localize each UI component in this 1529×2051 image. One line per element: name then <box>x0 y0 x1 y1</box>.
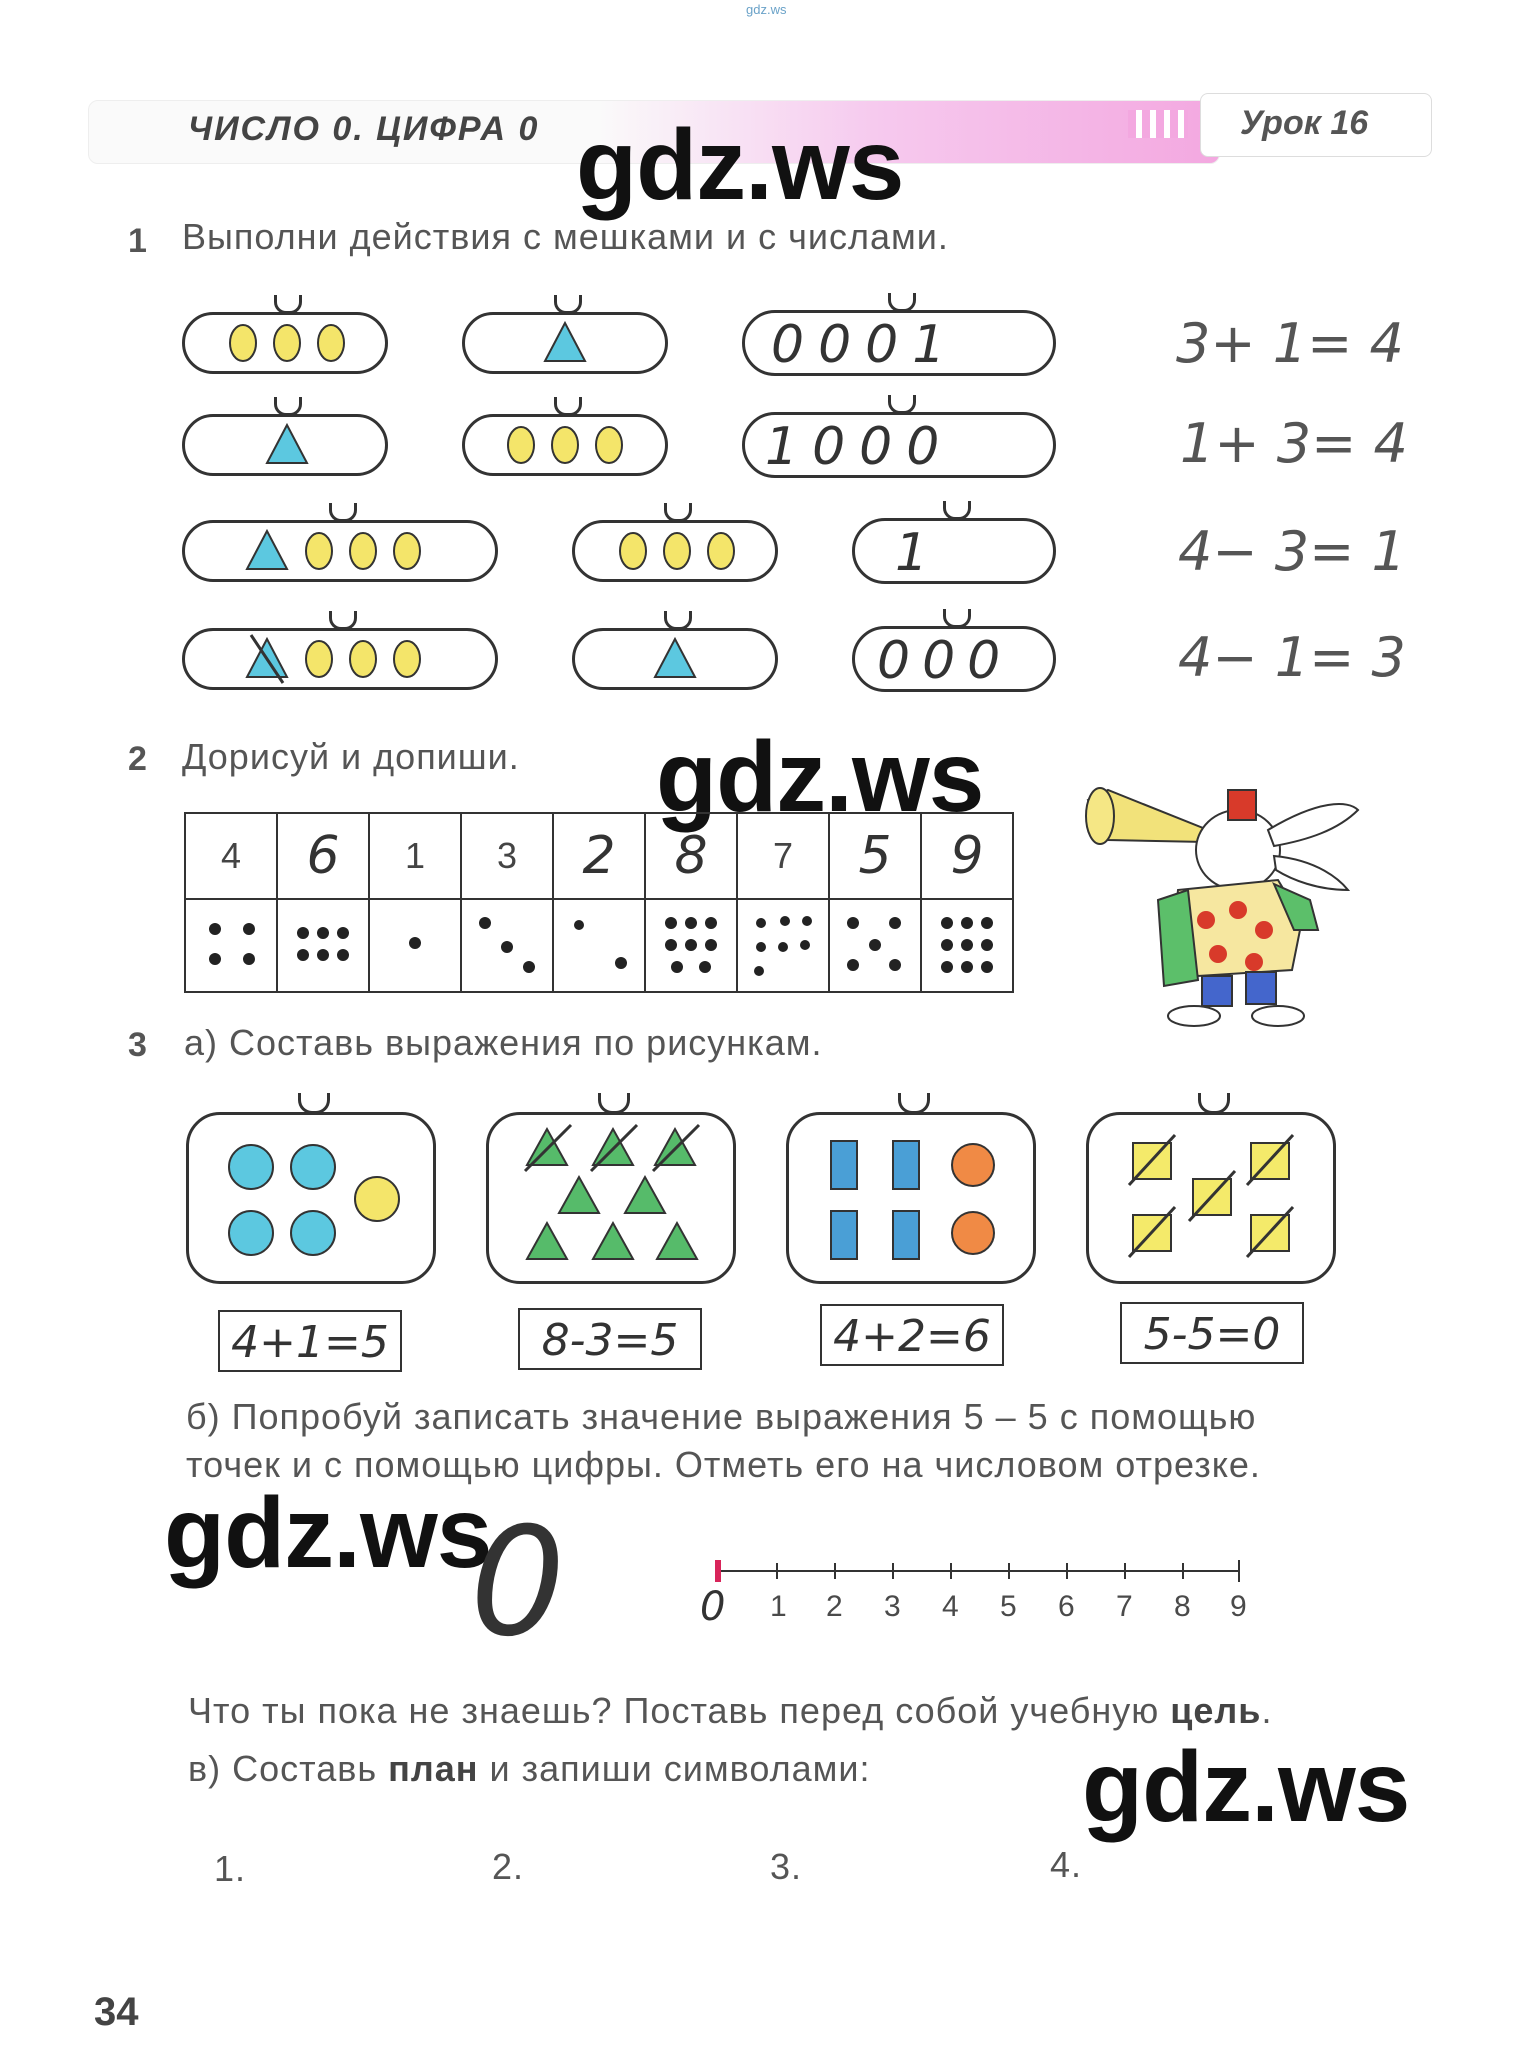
number-line-tick <box>1124 1563 1126 1579</box>
task3-number: 3 <box>128 1026 147 1064</box>
expression-answer: 5-5=0 <box>1120 1302 1304 1364</box>
answer-bag <box>742 412 1056 478</box>
expression-answer: 4+1=5 <box>218 1310 402 1372</box>
table-cell-dots <box>185 899 277 992</box>
handwritten-bag-content: 0001 <box>771 315 960 375</box>
task1-number: 1 <box>128 222 147 260</box>
table-cell-number: 9 <box>921 813 1013 899</box>
number-line-tick <box>1238 1560 1240 1582</box>
number-line-tick <box>892 1563 894 1579</box>
number-line-label: 5 <box>1000 1590 1017 1623</box>
plan-text-suffix: и запиши символами: <box>489 1748 871 1789</box>
number-line-tick <box>776 1563 778 1579</box>
handwritten-zero: 0 <box>470 1496 566 1670</box>
table-cell-dots <box>921 899 1013 992</box>
goal-word: цель <box>1170 1690 1262 1731</box>
page-number: 34 <box>94 1990 139 2034</box>
number-line-label: 1 <box>770 1590 787 1623</box>
number-line-tick <box>1066 1563 1068 1579</box>
number-line-label: 2 <box>826 1590 843 1623</box>
bag <box>462 312 668 374</box>
number-line-label: 4 <box>942 1590 959 1623</box>
task1-text: Выполни действия с мешками и с числами. <box>182 216 949 257</box>
expression-answer: 4+2=6 <box>820 1304 1004 1366</box>
picture-box-triangles <box>486 1112 736 1284</box>
plan-word: план <box>388 1748 479 1789</box>
top-watermark: gdz.ws <box>746 2 787 17</box>
watermark: gdz.ws <box>656 721 984 833</box>
bag <box>572 520 778 582</box>
table-cell-number: 6 <box>277 813 369 899</box>
handwritten-bag-content: 1000 <box>765 417 954 477</box>
task3b-line1: б) Попробуй записать значение выражения 5 – 5 с помощью <box>186 1396 1257 1437</box>
number-line-label: 0 <box>700 1584 726 1630</box>
plan-text <box>188 1748 870 1790</box>
handwritten-bag-content: 1 <box>895 523 929 583</box>
watermark: gdz.ws <box>1082 1731 1410 1843</box>
number-line-label: 9 <box>1230 1590 1247 1623</box>
answer-expression: 3+ 1= 4 <box>1176 312 1404 375</box>
bag <box>462 414 668 476</box>
table-cell-number: 5 <box>829 813 921 899</box>
picture-box-rectangles <box>786 1112 1036 1284</box>
plan-item: 1. <box>214 1848 247 1889</box>
number-dots-table <box>184 812 1014 993</box>
number-line <box>718 1570 1238 1572</box>
picture-box-circles <box>186 1112 436 1284</box>
table-cell-number: 3 <box>461 813 553 899</box>
table-cell-number: 8 <box>645 813 737 899</box>
task3a-text: а) Составь выражения по рисункам. <box>184 1022 823 1063</box>
answer-bag <box>852 518 1056 584</box>
bag <box>572 628 778 690</box>
expression-answer: 8-3=5 <box>518 1308 702 1370</box>
number-line-label: 7 <box>1116 1590 1133 1623</box>
table-cell-dots <box>737 899 829 992</box>
goal-text-prefix: Что ты пока не знаешь? Поставь перед собой учебную <box>188 1690 1160 1731</box>
bag <box>182 312 388 374</box>
table-cell-number: 4 <box>185 813 277 899</box>
number-line-tick <box>950 1563 952 1579</box>
number-line-tick <box>1182 1563 1184 1579</box>
plan-item: 4. <box>1050 1844 1083 1885</box>
plan-item: 3. <box>770 1846 803 1887</box>
table-cell-number: 7 <box>737 813 829 899</box>
plan-item: 2. <box>492 1846 525 1887</box>
watermark: gdz.ws <box>164 1477 492 1589</box>
number-line-zero-mark <box>715 1560 721 1582</box>
handwritten-bag-content: 000 <box>877 631 1013 691</box>
number-line-tick <box>1008 1563 1010 1579</box>
task2-text: Дорисуй и допиши. <box>182 736 520 777</box>
watermark: gdz.ws <box>576 109 904 221</box>
header-title: ЧИСЛО 0. ЦИФРА 0 <box>188 110 540 148</box>
table-cell-dots <box>461 899 553 992</box>
bag <box>182 414 388 476</box>
bag <box>182 520 498 582</box>
picture-box-squares <box>1086 1112 1336 1284</box>
table-cell-dots <box>369 899 461 992</box>
number-line-label: 3 <box>884 1590 901 1623</box>
lesson-label: Урок 16 <box>1240 104 1369 142</box>
header-stripes <box>1128 110 1188 138</box>
answer-bag <box>742 310 1056 376</box>
number-line-label: 8 <box>1174 1590 1191 1623</box>
table-cell-number: 1 <box>369 813 461 899</box>
answer-expression: 1+ 3= 4 <box>1180 412 1408 475</box>
table-cell-dots <box>645 899 737 992</box>
table-cell-number: 2 <box>553 813 645 899</box>
table-cell-dots <box>277 899 369 992</box>
answer-expression: 4− 1= 3 <box>1178 626 1406 689</box>
goal-text <box>188 1690 1272 1732</box>
table-cell-dots <box>553 899 645 992</box>
number-line-tick <box>834 1563 836 1579</box>
plan-text-prefix: в) Составь <box>188 1748 378 1789</box>
goal-text-suffix: . <box>1261 1690 1273 1731</box>
table-cell-dots <box>829 899 921 992</box>
rabbit-trumpeter-illustration <box>1078 770 1378 1040</box>
answer-expression: 4− 3= 1 <box>1178 520 1406 583</box>
number-line-label: 6 <box>1058 1590 1075 1623</box>
bag <box>182 628 498 690</box>
task2-number: 2 <box>128 740 147 778</box>
task3b-line2: точек и с помощью цифры. Отметь его на числовом отрезке. <box>186 1444 1261 1485</box>
answer-bag <box>852 626 1056 692</box>
